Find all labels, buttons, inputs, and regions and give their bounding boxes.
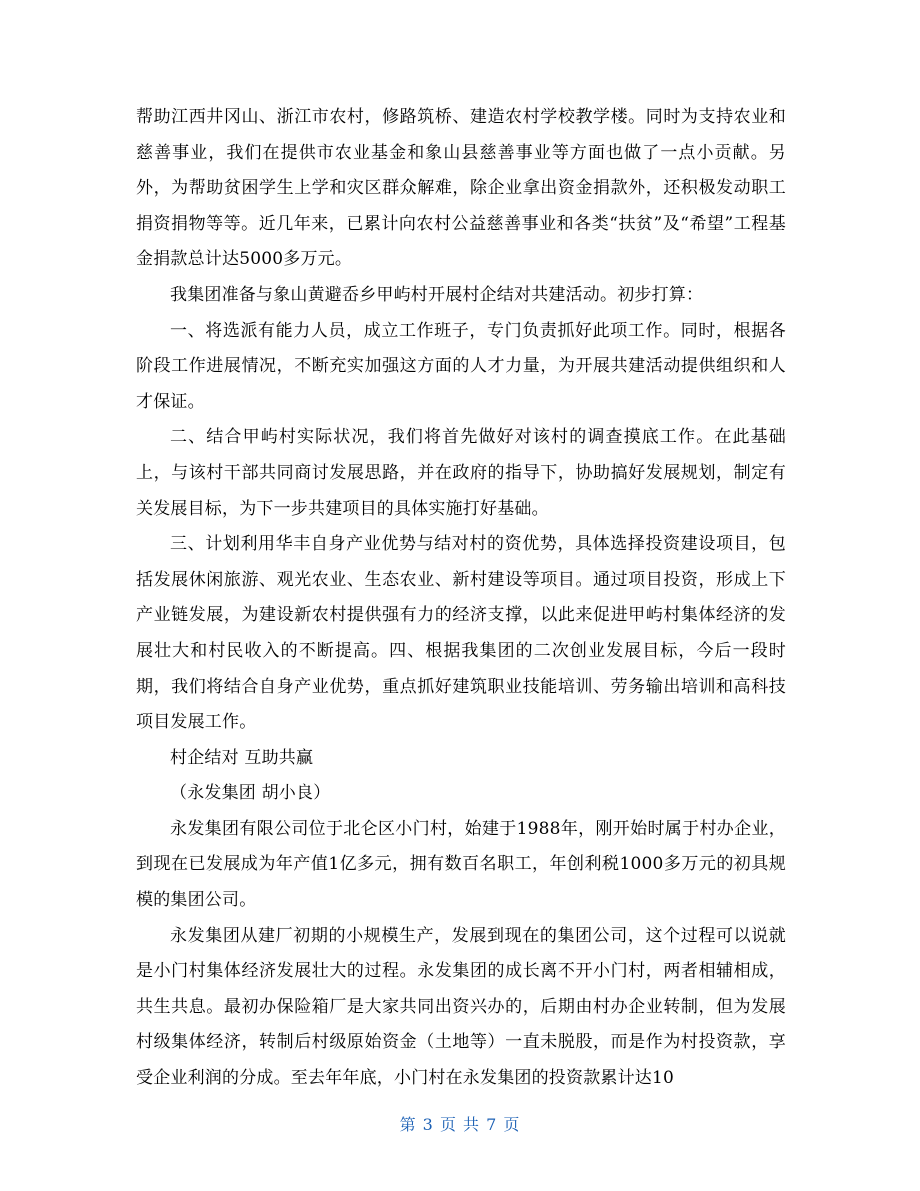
paragraph-7: 永发集团从建厂初期的小规模生产，发展到现在的集团公司，这个过程可以说就是小门村集体经济发展壮大的过程。永发集团的成长离不开小门村，两者相辅相成，共生共息。最初办保险箱厂是大家共同出资兴办的，后期由村办企业转制，但为发展村级集体经济，转制后村级原始资金（土地等）一直未脱股，而是作为村投资款，享受企业利润的分成。至去年年底，小门村在永发集团的投资款累计达10	[136, 925, 786, 1089]
paragraph-5: 三、计划利用华丰自身产业优势与结对村的资优势，具体选择投资建设项目，包括发展休闲旅游、观光农业、生态农业、新村建设等项目。通过项目投资，形成上下产业链发展，为建设新农村提供强有力的经济支撑，以此来促进甲屿村集体经济的发展壮大和村民收入的不断提高。四、根据我集团的二次创业发展目标，今后一段时期，我们将结合自身产业优势，重点抓好建筑职业技能培训、劳务输出培训和高科技项目发展工作。	[136, 534, 786, 733]
paragraph-3: 一、将选派有能力人员，成立工作班子，专门负责抓好此项工作。同时，根据各阶段工作进展情况，不断充实加强这方面的人才力量，为开展共建活动提供组织和人才保证。	[136, 320, 786, 412]
paragraph-1: 帮助江西井冈山、浙江市农村，修路筑桥、建造农村学校教学楼。同时为支持农业和慈善事业，我们在提供市农业基金和象山县慈善事业等方面也做了一点小贡献。另外，为帮助贫困学生上学和灾区群众解难，除企业拿出资金捐款外，还积极发动职工捐资捐物等等。近几年来，已累计向农村公益慈善事业和各类“扶贫”及“希望”工程基金捐款总计达5000多万元。	[136, 107, 786, 270]
document-body	[136, 100, 786, 1097]
section-author: （永发集团 胡小良）	[170, 783, 331, 804]
paragraph-2: 我集团准备与象山黄避岙乡甲屿村开展村企结对共建活动。初步打算：	[170, 284, 704, 305]
paragraph-6: 永发集团有限公司位于北仑区小门村，始建于1988年，刚开始时属于村办企业，到现在已发展成为年产值1亿多元，拥有数百名职工，年创利税1000多万元的初具规模的集团公司。	[136, 818, 786, 911]
paragraph-4: 二、结合甲屿村实际状况，我们将首先做好对该村的调查摸底工作。在此基础上，与该村干部共同商讨发展思路，并在政府的指导下，协助搞好发展规划，制定有关发展目标，为下一步共建项目的具体实施打好基础。	[136, 427, 786, 519]
page-number: 第 3 页 共 7 页	[399, 1115, 521, 1134]
page-footer	[0, 1112, 920, 1135]
section-title: 村企结对 互助共赢	[170, 747, 314, 768]
